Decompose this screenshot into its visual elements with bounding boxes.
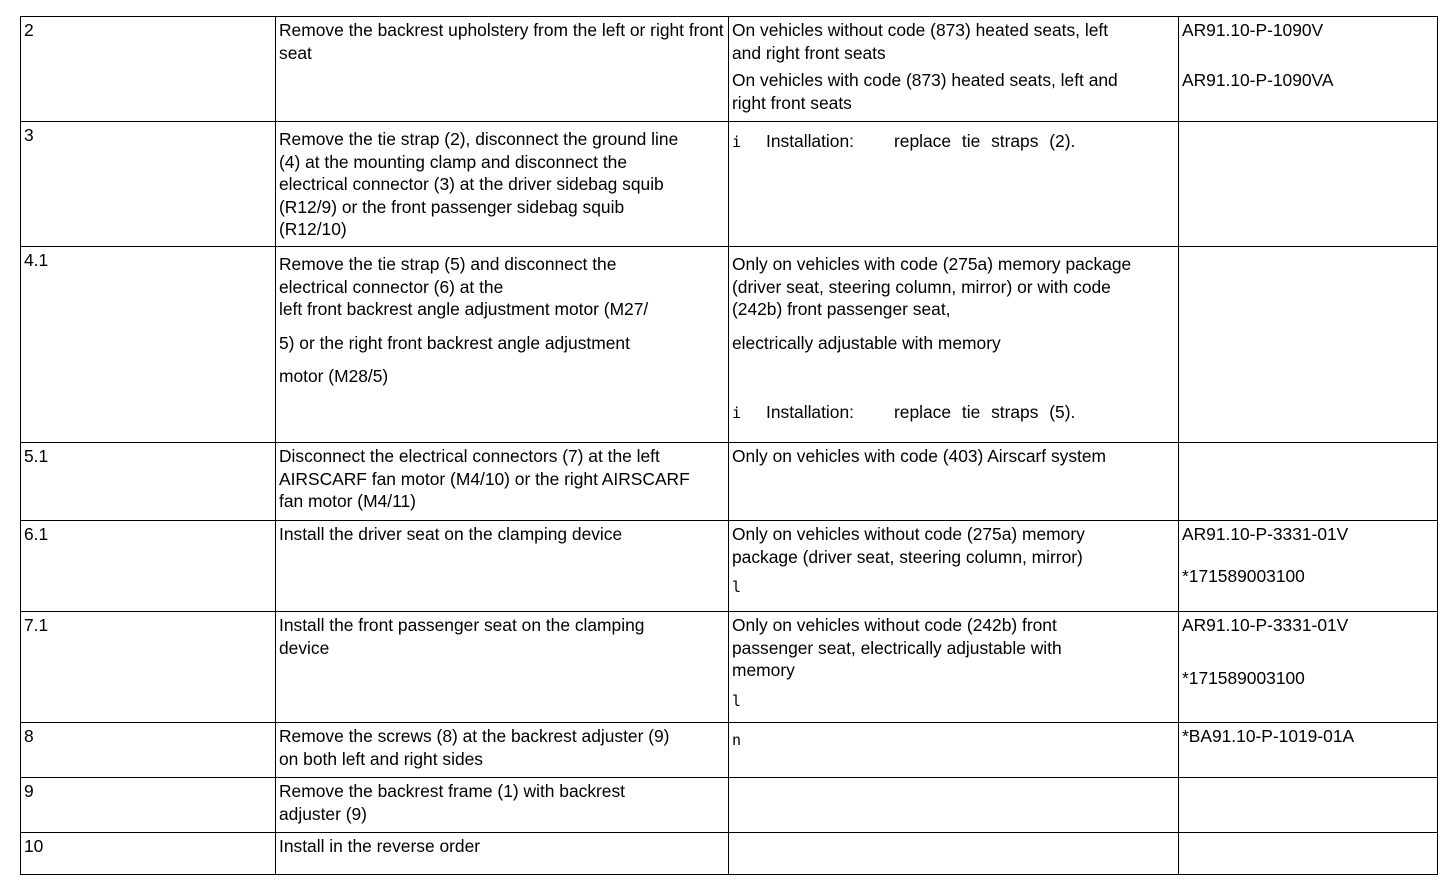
step-notes: Only on vehicles with code (275a) memory package (driver seat, steering column, mirror) or with code (242b) front passenger seat, electrically adjustable with memory i Installation: replace tie straps (5).: [729, 247, 1179, 443]
step-notes: Only on vehicles without code (242b) front passenger seat, electrically adjustable with memory l: [729, 612, 1179, 723]
step-references: [1179, 122, 1438, 247]
reference-link[interactable]: AR91.10-P-1090VA: [1182, 69, 1334, 90]
step-number: 10: [21, 833, 276, 875]
reference-link[interactable]: AR91.10-P-3331-01V: [1182, 615, 1349, 635]
info-icon: i: [732, 133, 742, 151]
step-action: Remove the backrest frame (1) with backrest adjuster (9): [276, 778, 729, 833]
table-row: [21, 612, 1438, 723]
step-action: Install the driver seat on the clamping device: [276, 521, 729, 612]
step-action: Remove the backrest upholstery from the left or right front seat: [276, 17, 729, 122]
step-number: 9: [21, 778, 276, 833]
reference-link[interactable]: *171589003100: [1182, 565, 1305, 586]
bullet-glyph: l: [732, 578, 742, 596]
step-number: 3: [21, 122, 276, 247]
step-action: Remove the tie strap (2), disconnect the ground line (4) at the mounting clamp and disconnect the electrical connector (3) at the driver sidebag squib (R12/9) or the front passenger sidebag squib (R12/10): [276, 122, 729, 247]
bullet-glyph: l: [732, 691, 742, 710]
table-row: [21, 247, 1438, 443]
table-row: [21, 521, 1438, 612]
step-action: Disconnect the electrical connectors (7) at the left AIRSCARF fan motor (M4/10) or the right AIRSCARF fan motor (M4/11): [276, 443, 729, 521]
step-references: [1179, 247, 1438, 443]
step-action: Remove the tie strap (5) and disconnect the electrical connector (6) at the left front backrest angle adjustment motor (M27/ 5) or the right front backrest angle adjustment motor (M28/5): [276, 247, 729, 443]
reference-link[interactable]: AR91.10-P-1090V: [1182, 20, 1324, 40]
step-references: [1179, 778, 1438, 833]
table-row: [21, 17, 1438, 122]
procedure-table: [20, 16, 1438, 875]
step-number: 5.1: [21, 443, 276, 521]
bullet-glyph: n: [732, 731, 742, 749]
step-notes: [729, 833, 1179, 875]
step-notes: Only on vehicles with code (403) Airscarf system: [729, 443, 1179, 521]
table-row: [21, 833, 1438, 875]
installation-note: i Installation: replace tie straps (2).: [732, 130, 1174, 154]
step-number: 7.1: [21, 612, 276, 723]
table-row: [21, 443, 1438, 521]
table-row: [21, 778, 1438, 833]
reference-link[interactable]: *171589003100: [1182, 667, 1305, 688]
step-notes: [729, 723, 1179, 778]
step-action: Remove the screws (8) at the backrest adjuster (9) on both left and right sides: [276, 723, 729, 778]
reference-link[interactable]: *BA91.10-P-1019-01A: [1182, 726, 1355, 746]
step-notes: [729, 122, 1179, 247]
step-notes: On vehicles without code (873) heated seats, left and right front seats On vehicles with code (873) heated seats, left and right front seats: [729, 17, 1179, 122]
step-references: [1179, 723, 1438, 778]
step-notes: [729, 778, 1179, 833]
info-icon: i: [732, 404, 742, 422]
step-references: [1179, 443, 1438, 521]
step-number: 6.1: [21, 521, 276, 612]
step-number: 2: [21, 17, 276, 122]
table-row: [21, 122, 1438, 247]
step-references: [1179, 833, 1438, 875]
step-action: Install in the reverse order: [276, 833, 729, 875]
step-notes: Only on vehicles without code (275a) memory package (driver seat, steering column, mirror) l: [729, 521, 1179, 612]
reference-link[interactable]: AR91.10-P-3331-01V: [1182, 524, 1349, 544]
step-references: [1179, 612, 1438, 723]
step-references: [1179, 17, 1438, 122]
step-number: 4.1: [21, 247, 276, 443]
step-action: Install the front passenger seat on the clamping device: [276, 612, 729, 723]
table-row: [21, 723, 1438, 778]
step-number: 8: [21, 723, 276, 778]
installation-note: i Installation: replace tie straps (5).: [732, 401, 1174, 425]
step-references: [1179, 521, 1438, 612]
